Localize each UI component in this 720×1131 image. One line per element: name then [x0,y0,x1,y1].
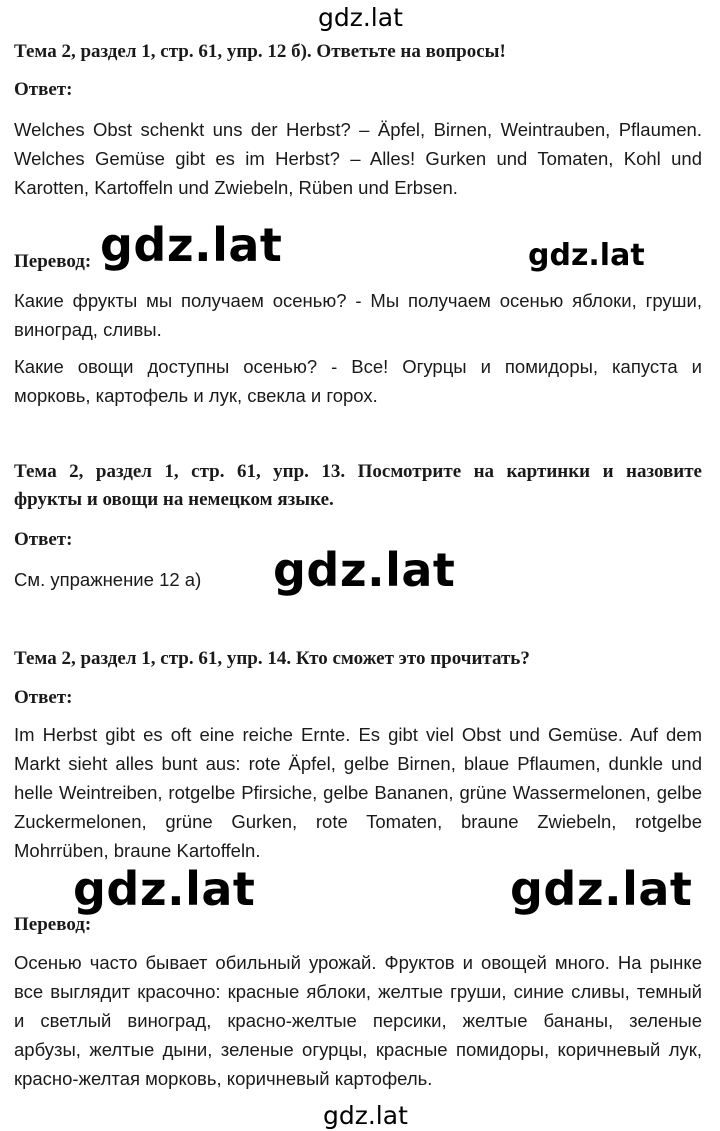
answer-label: Ответ: [14,79,73,100]
section-heading: Тема 2, раздел 1, стр. 61, упр. 14. Кто сможет это прочитать? [14,648,530,669]
answer-text: См. упражнение 12 а) [14,569,202,590]
text-line: Осенью часто бывает обильный урожай. Фруктов и овощей много. На рынке [14,952,702,973]
answer-label: Ответ: [14,687,73,708]
text-line: красно-желтая морковь, коричневый картофель. [14,1068,433,1089]
text-line: Какие фрукты мы получаем осенью? - Мы получаем осенью яблоки, груши, [14,290,702,311]
answer-paragraph [14,720,702,865]
text-line: Karotten, Kartoffeln und Zwiebeln, Rüben und Erbsen. [14,177,458,198]
text-line: Markt sieht alles bunt aus: rote Äpfel, gelbe Birnen, blaue Pflaumen, dunkle und [14,753,702,774]
text-line: все выглядит красочно: красные яблоки, желтые груши, синие сливы, темный [14,981,702,1002]
text-line: и светлый виноград, красно-желтые персики, желтые бананы, зеленые [14,1010,702,1031]
translation-label: Перевод: [14,914,92,935]
text-line: виноград, сливы. [14,319,162,340]
text-line: Welches Obst schenkt uns der Herbst? – Äpfel, Birnen, Weintrauben, Pflaumen. [14,119,702,140]
answer-label: Ответ: [14,529,73,550]
watermark-logo: gdz.lat [273,543,456,597]
text-line: Welches Gemüse gibt es im Herbst? – Alles! Gurken und Tomaten, Kohl und [14,148,702,169]
section-heading: Тема 2, раздел 1, стр. 61, упр. 12 б). Ответьте на вопросы! [14,41,506,62]
watermark-logo: gdz.lat [528,238,645,273]
translation-label: Перевод: [14,251,92,272]
text-line: арбузы, желтые дыни, зеленые огурцы, красные помидоры, коричневый лук, [14,1039,702,1060]
section-heading [14,458,702,514]
answer-paragraph [14,115,702,202]
heading-line: Тема 2, раздел 1, стр. 61, упр. 13. Посмотрите на картинки и назовите [14,461,702,482]
text-line: Zuckermelonen, grüne Gurken, rote Tomaten, braune Zwiebeln, rotgelbe [14,811,702,832]
text-line: Какие овощи доступны осенью? - Все! Огурцы и помидоры, капуста и [14,356,702,377]
heading-line: фрукты и овощи на немецком языке. [14,489,334,510]
text-line: Im Herbst gibt es oft eine reiche Ernte. Es gibt viel Obst und Gemüse. Auf dem [14,724,702,745]
translation-paragraph [14,286,702,344]
text-line: Mohrrüben, braune Kartoffeln. [14,840,261,861]
text-line: морковь, картофель и лук, свекла и горох. [14,385,378,406]
watermark-top: gdz.lat [318,3,403,32]
text-line: helle Weintreiben, rotgelbe Pfirsiche, gelbe Bananen, grüne Wassermelonen, gelbe [14,782,702,803]
translation-paragraph [14,948,702,1093]
translation-paragraph [14,352,702,410]
watermark-logo: gdz.lat [73,862,256,916]
watermark-logo: gdz.lat [100,218,283,272]
watermark-logo: gdz.lat [510,862,693,916]
watermark-footer: gdz.lat [323,1101,408,1130]
